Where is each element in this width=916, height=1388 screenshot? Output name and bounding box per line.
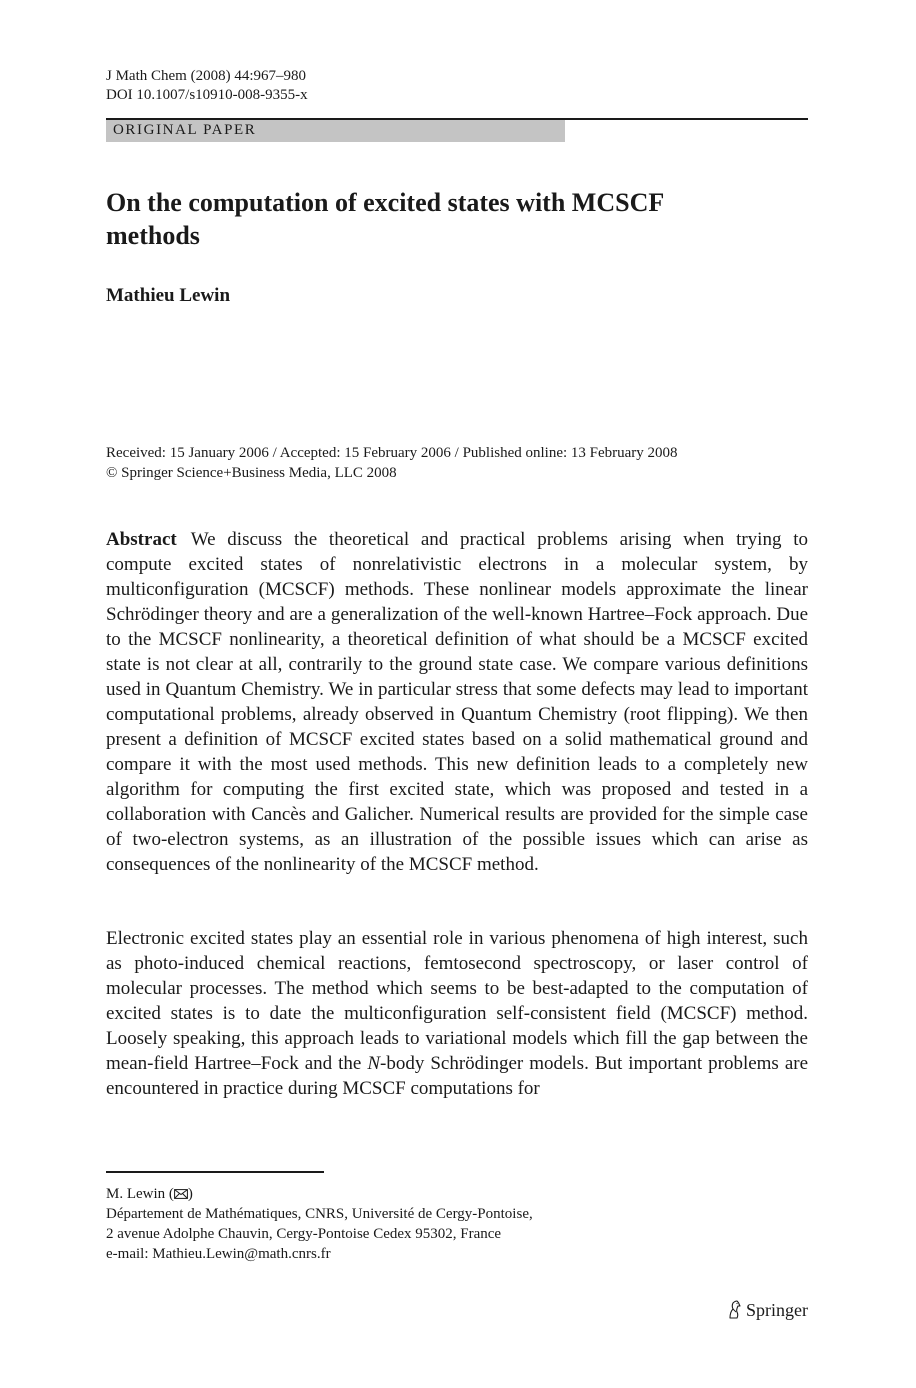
author: Mathieu Lewin	[106, 285, 231, 306]
abstract	[106, 527, 808, 877]
intro-text-1: Electronic excited states play an essential role in various phenomena of high interest, such as photo-induced chemical reactions, femtosecond spectroscopy, or laser control of molecular processes. The method which seems to be best-adapted to the computation of excited states is to date the multiconfiguration self-consistent field (MCSCF) method. Loosely speaking, this approach leads to variational models which fill the gap between the mean-field Hartree–Fock and the	[106, 928, 808, 1074]
journal-header	[106, 67, 308, 105]
footnote-rule	[106, 1171, 324, 1173]
copyright: © Springer Science+Business Media, LLC 2008	[106, 465, 397, 481]
journal-citation: J Math Chem (2008) 44:967–980	[106, 68, 306, 84]
publisher-name: Springer	[746, 1300, 808, 1320]
title-line-1: On the computation of excited states with MCSCF	[106, 188, 665, 217]
affiliation-dept: Département de Mathématiques, CNRS, Université de Cergy-Pontoise,	[106, 1206, 533, 1222]
article-type: ORIGINAL PAPER	[113, 122, 257, 138]
title-line-2: methods	[106, 221, 200, 250]
springer-horse-icon	[726, 1300, 742, 1320]
intro-paragraph	[106, 926, 808, 1101]
affiliation-name: M. Lewin (	[106, 1186, 174, 1202]
doi: DOI 10.1007/s10910-008-9355-x	[106, 87, 308, 103]
publication-dates	[106, 443, 678, 483]
affiliation-name-end: )	[187, 1186, 193, 1202]
affiliation-email: e-mail: Mathieu.Lewin@math.cnrs.fr	[106, 1246, 331, 1262]
affiliation-name-line	[106, 1184, 533, 1204]
publisher-logo	[726, 1299, 808, 1321]
affiliation-address: 2 avenue Adolphe Chauvin, Cergy-Pontoise Cedex 95302, France	[106, 1226, 502, 1242]
abstract-text: We discuss the theoretical and practical problems arising when trying to compute excited states of nonrelativistic electrons in a molecular system, by multiconfiguration (MCSCF) methods. These nonlinear models approximate the linear Schrödinger theory and are a generalization of the well-known Hartree–Fock approach. Due to the MCSCF nonlinearity, a theoretical definition of what should be a MCSCF excited state is not clear at all, contrarily to the ground state case. We compare various definitions used in Quantum Chemistry. We in particular stress that some defects may lead to important computational problems, already observed in Quantum Chemistry (root flipping). We then present a definition of MCSCF excited states based on a solid mathematical ground and compare it with the most used methods. This new definition leads to a completely new algorithm for computing the first excited state, which was proposed and tested in a collaboration with Cancès and Galicher. Numerical results are provided for the simple case of two-electron systems, as an illustration of the possible issues which can arise as consequences of the nonlinearity of the MCSCF method.	[106, 529, 808, 875]
intro-text-2: -body Schrödinger models. But important problems are encountered in practice during MCSCF computations for	[106, 1053, 809, 1099]
affiliation	[106, 1184, 533, 1264]
paper-title	[106, 186, 746, 252]
abstract-heading: Abstract	[106, 529, 177, 550]
envelope-icon	[174, 1189, 188, 1199]
intro-italic-n: N	[367, 1053, 381, 1074]
date-history: Received: 15 January 2006 / Accepted: 15 February 2006 / Published online: 13 February 2008	[106, 445, 678, 461]
